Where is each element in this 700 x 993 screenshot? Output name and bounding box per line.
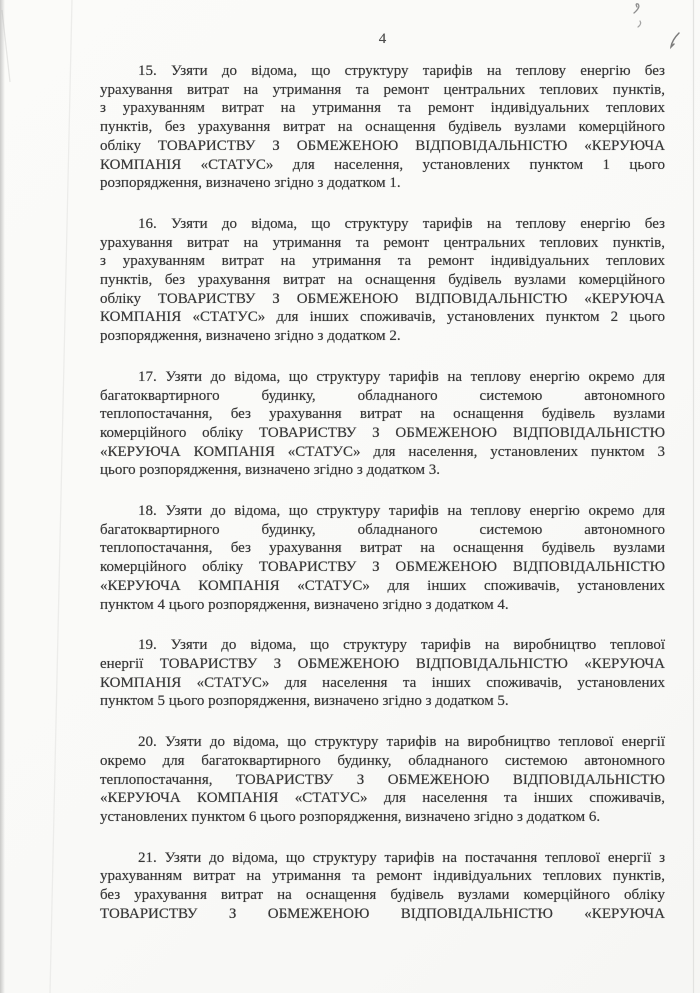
text-line: урахування витрат на утримання та ремонт центральних теплових пунктів, xyxy=(100,234,665,251)
text-line: теплопостачання, ТОВАРИСТВУ З ОБМЕЖЕНОЮ ВІДПОВІДАЛЬНІСТЮ xyxy=(100,771,665,788)
text-line: цього розпорядження, визначено згідно з додатком 3. xyxy=(100,462,440,479)
text-line: установлених пунктом 6 цього розпорядження, визначено згідно з додатком 6. xyxy=(100,808,601,825)
text-line: 17. Узяти до відома, що структуру тарифів на теплову енергію окремо для xyxy=(138,368,665,385)
text-line: урахування витрат на утримання та ремонт центральних теплових пунктів, xyxy=(100,81,665,98)
text-line: обліку ТОВАРИСТВУ З ОБМЕЖЕНОЮ ВІДПОВІДАЛЬНІСТЮ «КЕРУЮЧА xyxy=(100,137,665,154)
text-line: «КЕРУЮЧА КОМПАНІЯ «СТАТУС» для населення та інших споживачів, xyxy=(100,790,665,807)
text-line: з урахуванням витрат на утримання та ремонт індивідуальних теплових xyxy=(100,253,665,270)
text-line: комерційного обліку ТОВАРИСТВУ З ОБМЕЖЕНОЮ ВІДПОВІДАЛЬНІСТЮ xyxy=(100,559,665,576)
text-line: теплопостачання, без урахування витрат на оснащення будівель вузлами xyxy=(100,406,665,423)
text-line: 21. Узяти до відома, що структуру тарифів на постачання теплової енергії з xyxy=(138,849,665,866)
handwritten-pencil-mark xyxy=(671,33,679,47)
paper-fold-line xyxy=(50,0,72,993)
text-line: енергії ТОВАРИСТВУ З ОБМЕЖЕНОЮ ВІДПОВІДАЛЬНІСТЮ «КЕРУЮЧА xyxy=(100,655,665,672)
paragraph-20 xyxy=(100,733,665,827)
text-line: КОМПАНІЯ «СТАТУС» для населення та інших споживачів, установлених xyxy=(100,674,665,691)
page-number: 4 xyxy=(378,31,387,47)
paragraph-15 xyxy=(100,62,665,193)
text-line: КОМПАНІЯ «СТАТУС» для населення, установлених пунктом 1 цього xyxy=(100,156,665,173)
text-line: розпорядження, визначено згідно з додатком 1. xyxy=(100,175,401,192)
text-line: 16. Узяти до відома, що структуру тарифів на теплову енергію без xyxy=(138,215,665,232)
left-scan-edge-shadow xyxy=(0,0,5,993)
text-line: комерційного обліку ТОВАРИСТВУ З ОБМЕЖЕНОЮ ВІДПОВІДАЛЬНІСТЮ xyxy=(100,424,665,441)
text-line: без урахування витрат на оснащення будівель вузлами комерційного обліку xyxy=(100,887,665,904)
text-line: 19. Узяти до відома, що структуру тарифів на виробництво теплової xyxy=(138,637,665,654)
handwritten-pencil-mark xyxy=(638,21,641,27)
text-line: пунктів, без урахування витрат на оснащення будівель вузлами комерційного xyxy=(100,272,665,289)
text-line: обліку ТОВАРИСТВУ З ОБМЕЖЕНОЮ ВІДПОВІДАЛЬНІСТЮ «КЕРУЮЧА xyxy=(100,290,665,307)
paragraph-17 xyxy=(100,368,665,480)
text-line: 20. Узяти до відома, що структуру тарифів на виробництво теплової енергії xyxy=(138,734,665,751)
text-line: 15. Узяти до відома, що структуру тарифів на теплову енергію без xyxy=(138,63,665,79)
text-line: «КЕРУЮЧА КОМПАНІЯ «СТАТУС» для населення, установлених пунктом 3 xyxy=(100,443,665,460)
document-body xyxy=(100,62,665,945)
text-line: ТОВАРИСТВУ З ОБМЕЖЕНОЮ ВІДПОВІДАЛЬНІСТЮ «КЕРУЮЧА xyxy=(100,905,665,922)
handwritten-pencil-mark xyxy=(634,4,639,13)
text-line: розпорядження, визначено згідно з додатком 2. xyxy=(100,328,401,345)
text-line: «КЕРУЮЧА КОМПАНІЯ «СТАТУС» для інших споживачів, установлених xyxy=(100,577,665,594)
text-line: багатоквартирного будинку, обладнаного системою автономного xyxy=(100,521,665,538)
text-line: багатоквартирного будинку, обладнаного системою автономного xyxy=(100,387,665,404)
paragraph-16 xyxy=(100,215,665,346)
paragraph-19 xyxy=(100,636,665,711)
text-line: теплопостачання, без урахування витрат на оснащення будівель вузлами xyxy=(100,540,665,557)
text-line: пунктом 4 цього розпорядження, визначено згідно з додатком 4. xyxy=(100,596,509,613)
text-line: 18. Узяти до відома, що структуру тарифів на теплову енергію окремо для xyxy=(138,503,665,520)
text-line: окремо для багатоквартирного будинку, обладнаного системою автономного xyxy=(100,752,665,769)
text-line: пунктом 5 цього розпорядження, визначено згідно з додатком 5. xyxy=(100,693,509,710)
text-line: урахуванням витрат на утримання та ремонт індивідуальних теплових пунктів, xyxy=(100,868,665,885)
text-line: КОМПАНІЯ «СТАТУС» для інших споживачів, установлених пунктом 2 цього xyxy=(100,309,665,326)
paragraph-18 xyxy=(100,502,665,614)
text-line: з урахуванням витрат на утримання та ремонт індивідуальних теплових xyxy=(100,100,665,117)
paragraph-21 xyxy=(100,849,665,924)
text-line: пунктів, без урахування витрат на оснащення будівель вузлами комерційного xyxy=(100,119,665,136)
